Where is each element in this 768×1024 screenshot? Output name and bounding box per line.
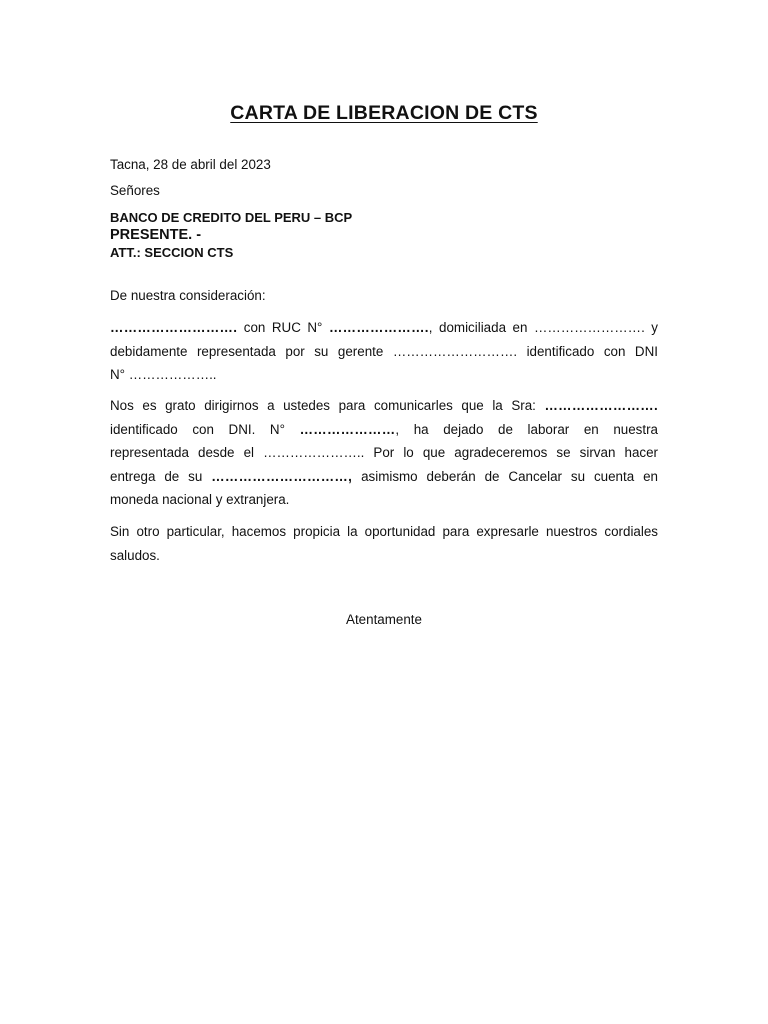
text-segment: asimismo deberán de Cancelar su cuenta en xyxy=(352,468,658,484)
paragraph-line: saludos. xyxy=(110,547,160,563)
place-date: Tacna, 28 de abril del 2023 xyxy=(110,157,271,172)
letter-title: CARTA DE LIBERACION DE CTS xyxy=(230,102,538,124)
closing-atentamente: Atentamente xyxy=(346,612,422,627)
paragraph-line xyxy=(110,418,658,442)
text-segment: identificado con DNI. N° xyxy=(110,421,300,437)
blank-ruc: …………………. xyxy=(328,320,429,335)
salutation-to: Señores xyxy=(110,183,160,198)
paragraph-line xyxy=(110,316,658,340)
blank-employee: ……………………. xyxy=(544,398,658,413)
paragraph-closing xyxy=(110,520,658,567)
paragraph-line: Sin otro particular, hacemos propicia la oportunidad para expresarle nuestros cordiales xyxy=(110,524,658,539)
paragraph-line: N° ……………….. xyxy=(110,367,217,382)
paragraph-company xyxy=(110,316,658,387)
presente-line: PRESENTE. - xyxy=(110,227,202,243)
att-line: ATT.: SECCION CTS xyxy=(110,245,234,260)
text-segment: con RUC N° xyxy=(237,320,329,335)
paragraph-line xyxy=(110,465,658,489)
paragraph-line: debidamente representada por su gerente ………………………. identificado con DNI xyxy=(110,343,658,359)
paragraph-line: representada desde el ………………….. Por lo que agradeceremos se sirvan hacer xyxy=(110,445,658,460)
text-segment: , ha dejado de laborar en nuestra xyxy=(395,421,658,437)
text-segment: , domiciliada en ……………………. y xyxy=(428,320,658,335)
greeting: De nuestra consideración: xyxy=(110,288,266,303)
blank-company: ………………………. xyxy=(110,320,238,335)
blank-amount: …………………………, xyxy=(211,468,353,484)
bank-name: BANCO DE CREDITO DEL PERU – BCP xyxy=(110,210,353,225)
text-segment: Nos es grato dirigirnos a ustedes para comunicarles que la Sra: xyxy=(110,398,545,413)
blank-dni: ………………… xyxy=(299,421,396,437)
paragraph-line: moneda nacional y extranjera. xyxy=(110,492,290,507)
text-segment: entrega de su xyxy=(110,468,212,484)
paragraph-employee xyxy=(110,394,658,512)
paragraph-line xyxy=(110,394,658,418)
